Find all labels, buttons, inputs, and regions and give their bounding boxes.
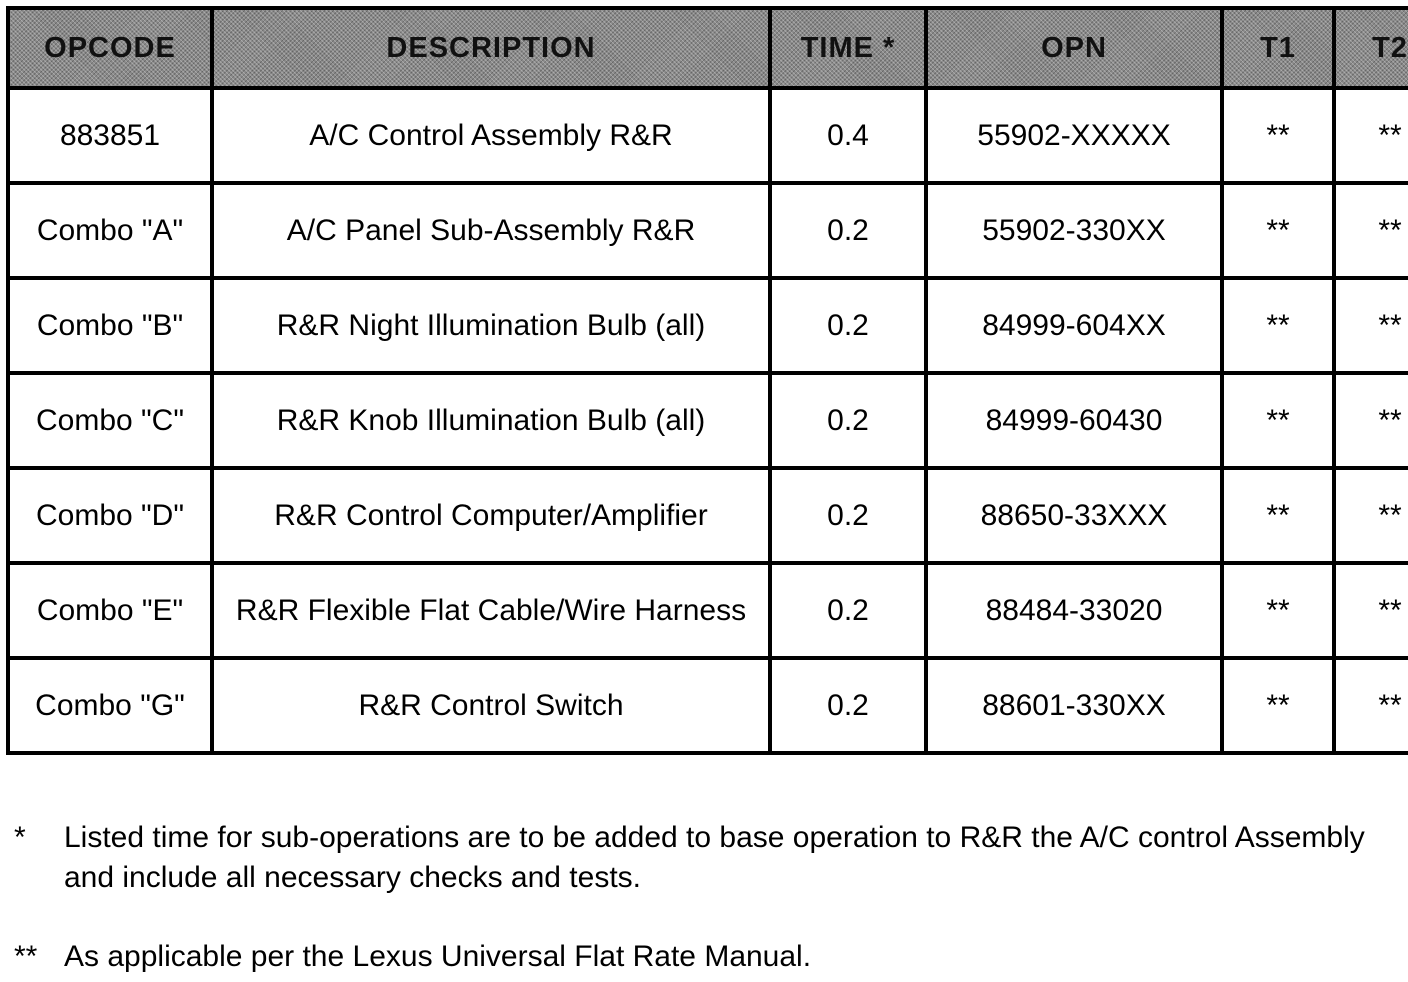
- footnote-flat-rate: [14, 937, 1394, 977]
- cell-opn: 84999-60430: [926, 373, 1222, 468]
- cell-description: R&R Night Illumination Bulb (all): [212, 278, 770, 373]
- table-row: [8, 468, 1408, 563]
- header-opn: OPN: [926, 8, 1222, 88]
- footnote-marker: **: [14, 940, 38, 973]
- table-row: [8, 88, 1408, 183]
- cell-description: R&R Knob Illumination Bulb (all): [212, 373, 770, 468]
- cell-t2: **: [1334, 658, 1408, 753]
- header-opcode: OPCODE: [8, 8, 212, 88]
- cell-description: A/C Control Assembly R&R: [212, 88, 770, 183]
- header-time: TIME *: [770, 8, 926, 88]
- cell-t2: **: [1334, 468, 1408, 563]
- table-row: [8, 658, 1408, 753]
- cell-t1: **: [1222, 183, 1334, 278]
- cell-time: 0.2: [770, 278, 926, 373]
- flat-rate-table: [6, 6, 1408, 755]
- cell-opn: 84999-604XX: [926, 278, 1222, 373]
- table-row: [8, 373, 1408, 468]
- cell-time: 0.2: [770, 468, 926, 563]
- footnote-marker: *: [14, 821, 26, 854]
- cell-t1: **: [1222, 278, 1334, 373]
- cell-opcode: 883851: [8, 88, 212, 183]
- footnote-time: [14, 818, 1394, 898]
- cell-description: R&R Flexible Flat Cable/Wire Harness: [212, 563, 770, 658]
- header-t1: T1: [1222, 8, 1334, 88]
- cell-opn: 55902-330XX: [926, 183, 1222, 278]
- cell-t1: **: [1222, 88, 1334, 183]
- cell-t2: **: [1334, 88, 1408, 183]
- cell-opcode: Combo "D": [8, 468, 212, 563]
- cell-description: R&R Control Switch: [212, 658, 770, 753]
- header-t2: T2: [1334, 8, 1408, 88]
- table-row: [8, 183, 1408, 278]
- cell-opn: 88601-330XX: [926, 658, 1222, 753]
- cell-opcode: Combo "A": [8, 183, 212, 278]
- cell-t2: **: [1334, 278, 1408, 373]
- cell-opcode: Combo "B": [8, 278, 212, 373]
- cell-time: 0.2: [770, 658, 926, 753]
- footnote-text: Listed time for sub-operations are to be added to base operation to R&R the A/C control Assembly and include all necessary checks and tests.: [64, 821, 1365, 894]
- cell-opn: 55902-XXXXX: [926, 88, 1222, 183]
- header-description: DESCRIPTION: [212, 8, 770, 88]
- cell-t2: **: [1334, 373, 1408, 468]
- cell-opn: 88650-33XXX: [926, 468, 1222, 563]
- cell-t1: **: [1222, 563, 1334, 658]
- cell-opcode: Combo "G": [8, 658, 212, 753]
- table-row: [8, 278, 1408, 373]
- cell-description: R&R Control Computer/Amplifier: [212, 468, 770, 563]
- cell-time: 0.2: [770, 373, 926, 468]
- cell-t1: **: [1222, 468, 1334, 563]
- table-header-row: [8, 8, 1408, 88]
- cell-t1: **: [1222, 373, 1334, 468]
- cell-time: 0.2: [770, 183, 926, 278]
- cell-opn: 88484-33020: [926, 563, 1222, 658]
- cell-opcode: Combo "E": [8, 563, 212, 658]
- cell-description: A/C Panel Sub-Assembly R&R: [212, 183, 770, 278]
- table-row: [8, 563, 1408, 658]
- cell-opcode: Combo "C": [8, 373, 212, 468]
- cell-t1: **: [1222, 658, 1334, 753]
- cell-t2: **: [1334, 183, 1408, 278]
- cell-time: 0.4: [770, 88, 926, 183]
- cell-t2: **: [1334, 563, 1408, 658]
- cell-time: 0.2: [770, 563, 926, 658]
- footnote-text: As applicable per the Lexus Universal Flat Rate Manual.: [64, 940, 812, 973]
